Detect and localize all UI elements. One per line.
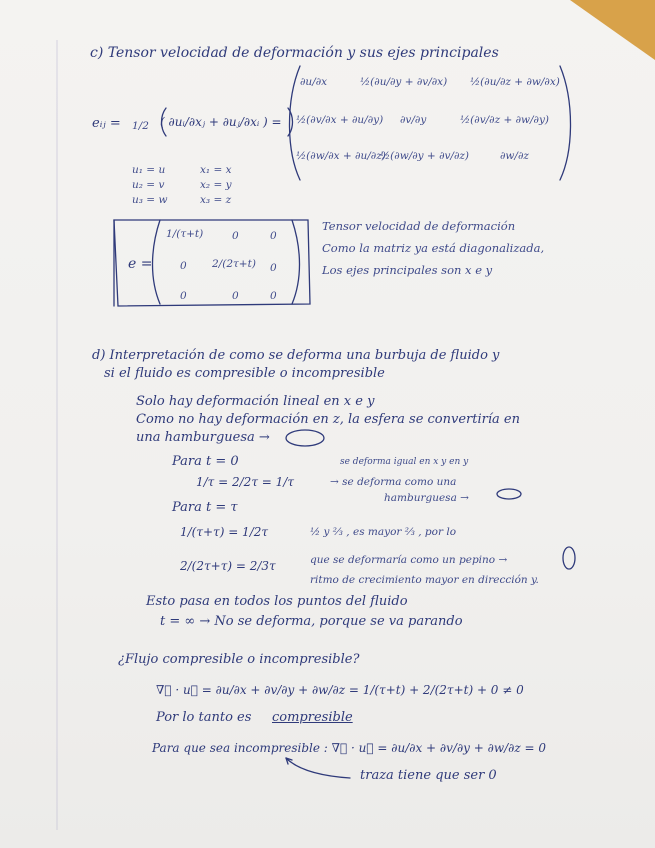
ttau-equation-1: 1/(τ+τ) = 1/2τ	[180, 525, 269, 539]
section-c-heading: c) Tensor velocidad de deformación y sus ejes principales	[90, 45, 499, 61]
matrix-cell-21: ½(∂v/∂x + ∂u/∂y)	[296, 114, 384, 126]
trace-arrow	[286, 758, 350, 778]
var-map-x2: x₂ = y	[200, 179, 232, 191]
t0-label: Para t = 0	[172, 454, 239, 469]
eij-label: eᵢⱼ =	[92, 116, 121, 131]
e-cell-11: 1/(τ+t)	[166, 228, 204, 240]
ttau-note-3: ritmo de crecimiento mayor en dirección y.	[310, 574, 539, 586]
var-map-x3: x₃ = z	[200, 194, 232, 206]
e-matrix-label: e =	[128, 256, 153, 272]
e-cell-13: 0	[270, 230, 277, 242]
section-d-heading-1: d) Interpretación de como se deforma una burbuja de fluido y	[92, 348, 500, 363]
matrix-cell-23: ½(∂v/∂z + ∂w/∂y)	[460, 114, 550, 126]
e-cell-31: 0	[180, 290, 187, 302]
e-box	[114, 220, 310, 306]
var-map-u1: u₁ = u	[132, 164, 166, 176]
hamburger-shape-1	[286, 430, 324, 446]
t0-result-2: hamburguesa →	[384, 492, 469, 504]
deformation-line-2: Como no hay deformación en z, la esfera se convertiría en	[136, 412, 520, 427]
matrix-cell-33: ∂w/∂z	[500, 150, 529, 162]
matrix-cell-22: ∂v/∂y	[400, 114, 427, 126]
e-cell-33: 0	[270, 290, 277, 302]
note-line-3: Los ejes principales son x e y	[322, 263, 493, 277]
eij-half: 1/2	[132, 120, 149, 132]
ttau-equation-2: 2/(2τ+τ) = 2/3τ	[180, 559, 276, 573]
ttau-label: Para t = τ	[172, 500, 238, 515]
e-cell-21: 0	[180, 260, 187, 272]
all-points-line: Esto pasa en todos los puntos del fluido	[146, 594, 408, 609]
deformation-line-3: una hamburguesa →	[136, 430, 270, 445]
conclusion-prefix: Por lo tanto es	[156, 710, 252, 725]
t0-result-1: → se deforma como una	[330, 476, 457, 488]
note-line-2: Como la matriz ya está diagonalizada,	[322, 241, 545, 255]
cucumber-shape	[563, 547, 575, 569]
matrix-cell-31: ½(∂w/∂x + ∂u/∂z)	[296, 150, 386, 162]
hamburger-shape-2	[497, 489, 521, 499]
matrix-cell-32: ½(∂w/∂y + ∂v/∂z)	[380, 150, 470, 162]
eij-left-paren	[162, 108, 167, 136]
var-map-u2: u₂ = v	[132, 179, 165, 191]
incompressible-condition: Para que sea incompresible : ∇⃗ · u⃗ = ∂u/∂x + ∂v/∂y + ∂w/∂z = 0	[152, 741, 546, 755]
matrix-right-paren	[560, 66, 571, 180]
section-d-heading-2: si el fluido es compresible o incompresible	[104, 366, 385, 381]
e-cell-22: 2/(2τ+t)	[212, 258, 256, 270]
e-right-paren	[292, 220, 300, 304]
compress-question: ¿Flujo compresible o incompresible?	[118, 652, 360, 667]
note-line-1: Tensor velocidad de deformación	[322, 219, 516, 233]
trace-note: traza tiene que ser 0	[360, 768, 497, 783]
deformation-line-1: Solo hay deformación lineal en x e y	[136, 394, 375, 409]
conclusion-word: compresible	[272, 710, 353, 725]
matrix-cell-12: ½(∂u/∂y + ∂v/∂x)	[360, 76, 448, 88]
e-cell-32: 0	[232, 290, 239, 302]
eij-right-paren	[288, 108, 293, 136]
matrix-cell-13: ½(∂u/∂z + ∂w/∂x)	[470, 76, 560, 88]
matrix-left-paren	[290, 66, 301, 180]
t0-equation: 1/τ = 2/2τ = 1/τ	[196, 475, 294, 489]
e-cell-23: 0	[270, 262, 277, 274]
e-cell-12: 0	[232, 230, 239, 242]
t0-side-note: se deforma igual en x y en y	[340, 457, 469, 467]
var-map-u3: u₃ = w	[132, 194, 168, 206]
matrix-cell-11: ∂u/∂x	[300, 76, 328, 88]
t-infinity-line: t = ∞ → No se deforma, porque se va parando	[160, 614, 463, 629]
eij-general-term: ( ∂uᵢ/∂xⱼ + ∂uⱼ/∂xᵢ ) =	[160, 115, 282, 129]
ttau-note-1: ½ y ⅔ , es mayor ⅔ , por lo	[310, 526, 457, 538]
e-left-paren	[153, 220, 161, 304]
divergence-equation: ∇⃗ · u⃗ = ∂u/∂x + ∂v/∂y + ∂w/∂z = 1/(τ+t) + 2/(2τ+t) + 0 ≠ 0	[156, 683, 524, 697]
ttau-note-2: que se deformaría como un pepino →	[310, 554, 508, 566]
var-map-x1: x₁ = x	[200, 164, 232, 176]
